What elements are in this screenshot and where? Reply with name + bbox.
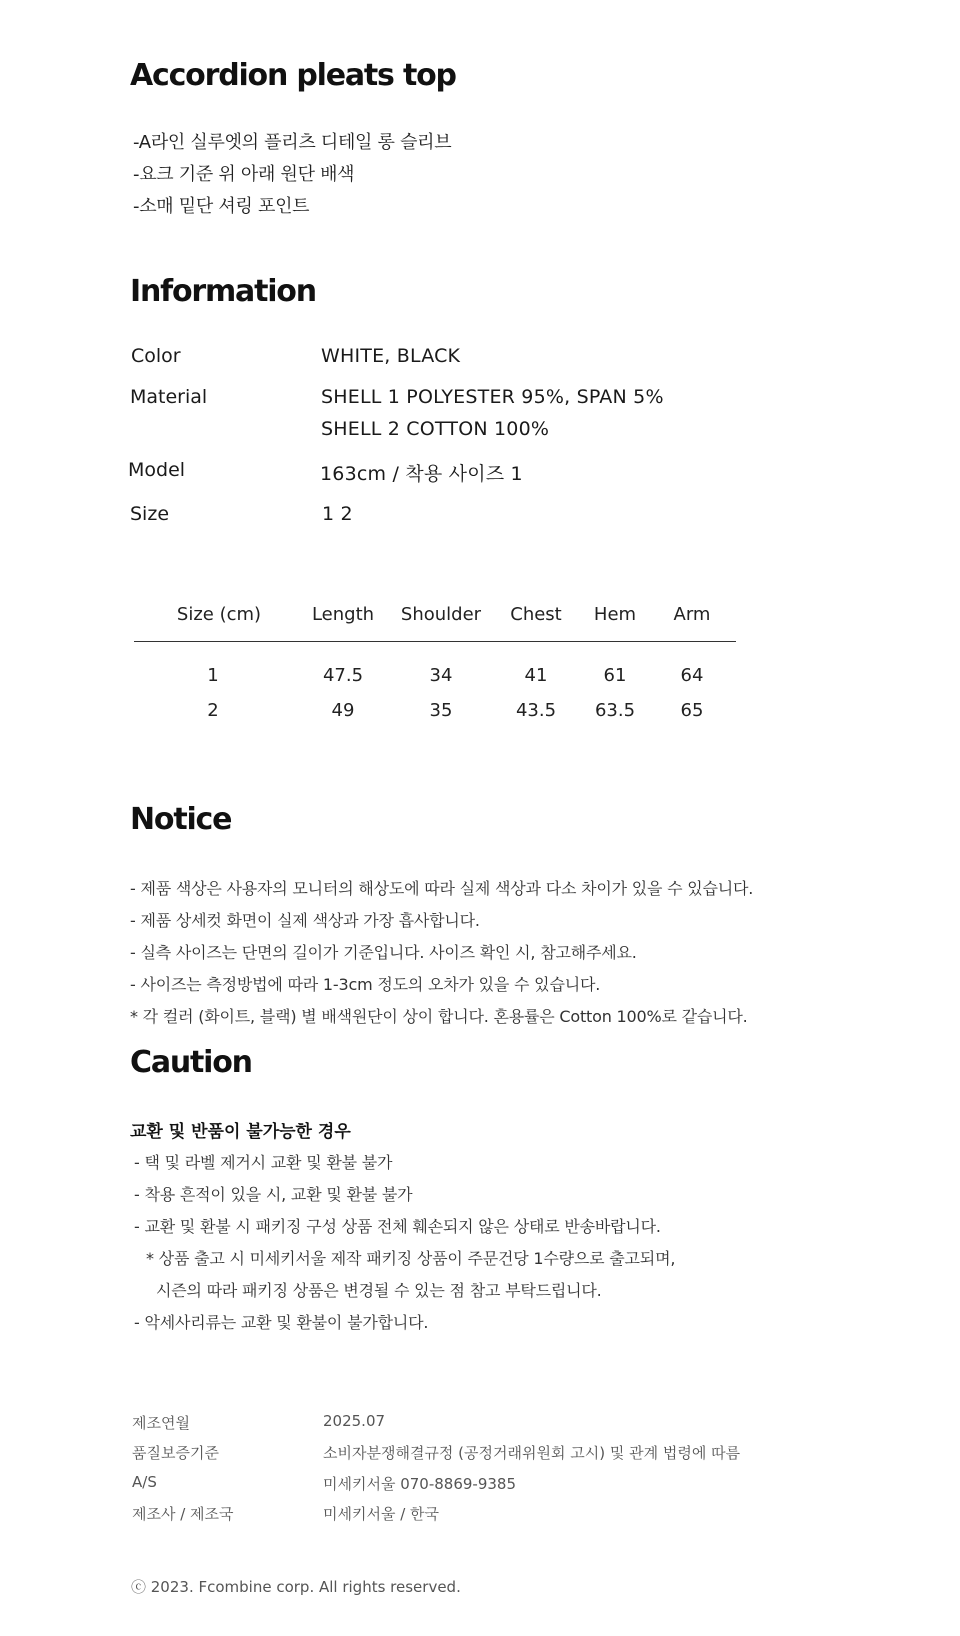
meta-value-manufacture-date: 2025.07 bbox=[323, 1412, 386, 1430]
caution-heading: Caution bbox=[130, 1045, 252, 1080]
info-value-material: SHELL 1 POLYESTER 95%, SPAN 5% bbox=[321, 386, 664, 408]
table-header-length: Length bbox=[311, 604, 375, 625]
notice-heading: Notice bbox=[130, 802, 232, 837]
table-header-hem: Hem bbox=[593, 604, 637, 625]
notice-line: - 제품 색상은 사용자의 모니터의 해상도에 따라 실제 색상과 다소 차이가 있을 수 있습니다. bbox=[130, 879, 754, 898]
table-cell: 63.5 bbox=[594, 700, 636, 721]
meta-label-quality: 품질보증기준 bbox=[132, 1444, 219, 1462]
information-heading: Information bbox=[130, 274, 316, 309]
meta-value-maker: 미세키서울 / 한국 bbox=[323, 1505, 440, 1523]
info-label-model: Model bbox=[128, 459, 186, 481]
caution-line: - 악세사리류는 교환 및 환불이 불가합니다. bbox=[134, 1313, 429, 1332]
info-value-model: 163cm / 착용 사이즈 1 bbox=[320, 463, 523, 485]
table-header-shoulder: Shoulder bbox=[400, 604, 482, 625]
table-header-size: Size (cm) bbox=[176, 604, 262, 625]
product-title: Accordion pleats top bbox=[130, 58, 456, 93]
table-cell: 47.5 bbox=[322, 665, 364, 686]
caution-line: - 택 및 라벨 제거시 교환 및 환불 불가 bbox=[134, 1153, 393, 1172]
table-header-chest: Chest bbox=[510, 604, 562, 625]
notice-line: * 각 컬러 (화이트, 블랙) 별 배색원단이 상이 합니다. 혼용률은 Cotton 100%로 같습니다. bbox=[130, 1007, 748, 1026]
table-cell: 61 bbox=[603, 665, 627, 686]
info-value-material-2: SHELL 2 COTTON 100% bbox=[321, 418, 550, 440]
meta-label-maker: 제조사 / 제조국 bbox=[132, 1505, 234, 1523]
info-label-material: Material bbox=[130, 386, 208, 408]
table-cell: 41 bbox=[524, 665, 548, 686]
table-divider bbox=[134, 641, 736, 642]
notice-line: - 실측 사이즈는 단면의 길이가 기준입니다. 사이즈 확인 시, 참고해주세요. bbox=[130, 943, 637, 962]
caution-line: 시즌의 따라 패키징 상품은 변경될 수 있는 점 참고 부탁드립니다. bbox=[156, 1281, 602, 1300]
table-cell: 35 bbox=[429, 700, 453, 721]
info-value-size: 1 2 bbox=[322, 503, 353, 525]
meta-label-manufacture-date: 제조연월 bbox=[132, 1414, 190, 1432]
info-value-color: WHITE, BLACK bbox=[321, 345, 461, 367]
meta-value-as: 미세키서울 070-8869-9385 bbox=[323, 1475, 517, 1493]
caution-line: - 착용 흔적이 있을 시, 교환 및 환불 불가 bbox=[134, 1185, 413, 1204]
notice-line: - 제품 상세컷 화면이 실제 색상과 가장 흡사합니다. bbox=[130, 911, 480, 930]
table-cell: 2 bbox=[207, 700, 219, 721]
table-cell: 34 bbox=[429, 665, 453, 686]
copyright: ⓒ 2023. Fcombine corp. All rights reserved. bbox=[131, 1578, 461, 1596]
caution-line: - 교환 및 환불 시 패키징 구성 상품 전체 훼손되지 않은 상태로 반송바랍니다. bbox=[134, 1217, 661, 1236]
table-cell: 1 bbox=[207, 665, 219, 686]
meta-label-as: A/S bbox=[132, 1473, 157, 1491]
table-header-arm: Arm bbox=[673, 604, 711, 625]
info-label-color: Color bbox=[131, 345, 181, 367]
meta-value-quality: 소비자분쟁해결규정 (공정거래위원회 고시) 및 관계 법령에 따름 bbox=[323, 1444, 741, 1462]
info-label-size: Size bbox=[130, 503, 170, 525]
caution-line: * 상품 출고 시 미세키서울 제작 패키징 상품이 주문건당 1수량으로 출고되며, bbox=[146, 1249, 676, 1268]
table-cell: 49 bbox=[331, 700, 355, 721]
notice-line: - 사이즈는 측정방법에 따라 1-3cm 정도의 오차가 있을 수 있습니다. bbox=[130, 975, 601, 994]
feature-line: -요크 기준 위 아래 원단 배색 bbox=[133, 164, 355, 185]
caution-subheading: 교환 및 반품이 불가능한 경우 bbox=[130, 1122, 351, 1142]
feature-line: -A라인 실루엣의 플리츠 디테일 롱 슬리브 bbox=[133, 132, 452, 153]
table-cell: 64 bbox=[680, 665, 704, 686]
table-cell: 65 bbox=[680, 700, 704, 721]
table-cell: 43.5 bbox=[515, 700, 557, 721]
feature-line: -소매 밑단 셔링 포인트 bbox=[133, 196, 310, 217]
